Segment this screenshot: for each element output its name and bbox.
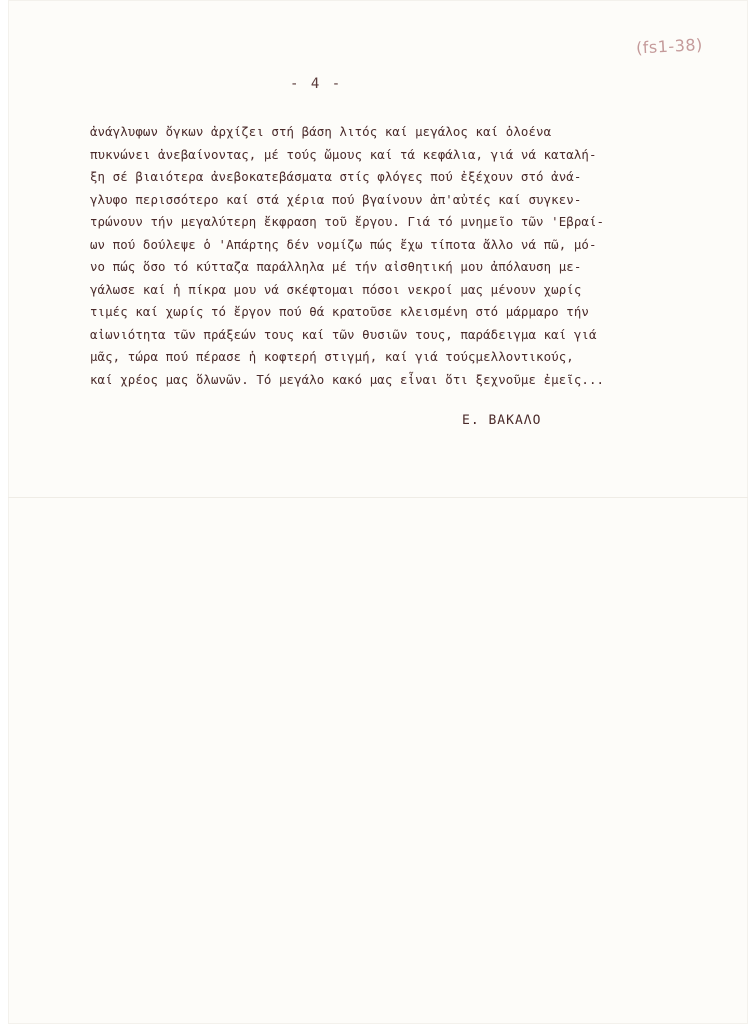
text-line: ἀνάγλυφων ὄγκων ἀρχίζει στή βάση λιτός καί μεγάλος καί ὁλοένα: [90, 124, 552, 139]
text-line: μᾶς, τώρα πού πέρασε ἡ κοφτερή στιγμή, καί γιά τούςμελλοντικούς,: [90, 349, 574, 364]
paper-fold-line: [8, 497, 748, 498]
text-line: αἰωνιότητα τῶν πράξεών τους καί τῶν θυσιῶν τους, παράδειγμα καί γιά: [90, 326, 597, 342]
typed-body-text: [90, 121, 720, 391]
text-line: γάλωσε καί ἡ πίκρα μου νά σκέφτομαι πόσοι νεκροί μας μένουν χωρίς: [90, 281, 582, 297]
text-line: ξη σέ βιαιότερα ἀνεβοκατεβάσματα στίς φλόγες πού ἐξέχουν στό ἀνά-: [90, 169, 582, 184]
page-number: - 4 -: [290, 76, 343, 92]
text-line: τρώνουν τήν μεγαλύτερη ἔκφραση τοῦ ἔργου. Γιά τό μνημεῖο τῶν 'Εβραί-: [90, 214, 605, 229]
author-signature: Ε. ΒΑΚΑΛΟ: [462, 413, 542, 428]
text-line: νο πώς ὅσο τό κύτταζα παράλληλα μέ τήν αἰσθητική μου ἀπόλαυση με-: [90, 259, 582, 274]
text-line: γλυφο περισσότερο καί στά χέρια πού βγαίνουν ἀπ'αὐτές καί συγκεν-: [90, 191, 582, 207]
text-line: τιμές καί χωρίς τό ἔργον πού θά κρατοῦσε κλεισμένη στό μάρμαρο τήν: [90, 304, 589, 319]
text-line: πυκνώνει ἀνεβαίνοντας, μέ τούς ὤμους καί τά κεφάλια, γιά νά καταλή-: [90, 146, 597, 162]
handwritten-archive-note: (fs1-38): [635, 35, 704, 58]
text-line: ων πού δούλεψε ὁ 'Απάρτης δέν νομίζω πώς ἔχω τίποτα ἄλλο νά πῶ, μό-: [90, 236, 597, 252]
text-line: καί χρέος μας ὅλωνῶν. Τό μεγάλο κακό μας εἶναι ὅτι ξεχνοῦμε ἐμεῖς...: [90, 371, 605, 387]
